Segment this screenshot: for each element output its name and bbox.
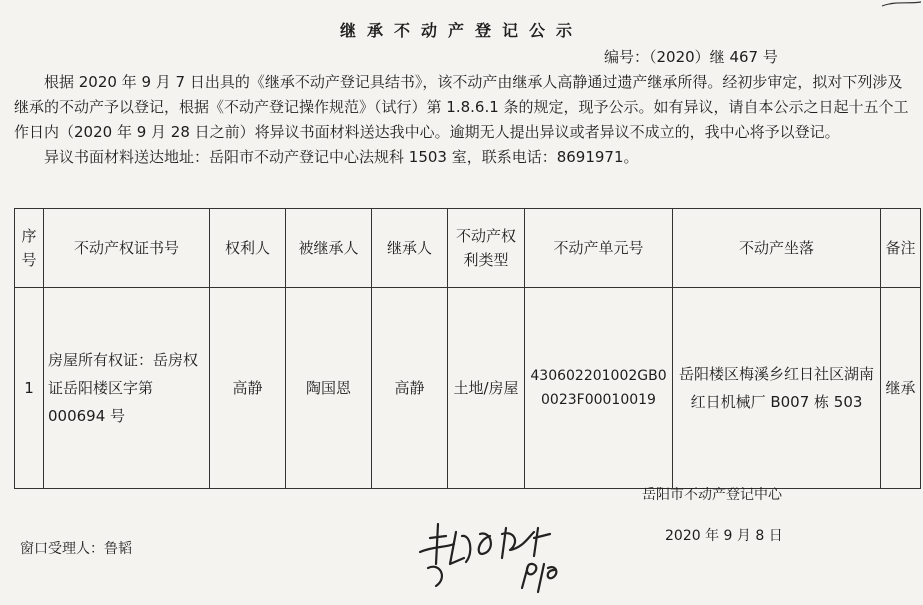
header-heir: 继承人: [372, 209, 448, 288]
corner-scan-mark: [880, 0, 923, 8]
window-handler: 窗口受理人：鲁韬: [20, 541, 132, 557]
notice-paragraph-main: 根据 2020 年 9 月 7 日出具的《继承不动产登记具结书》，该不动产由继承人高静通过遗产继承所得。经初步审定，拟对下列涉及继承的不动产予以登记，根据《不动产登记操作规范》（试行）第 1.8.6.1 条的规定，现予公示。如有异议，请自本公示之日起十五个工作日内（2020 年 9 月 28 日之前）将异议书面材料送达我中心。逾期无人提出异议或者异议不成立的，我中心将予以登记。: [14, 73, 909, 141]
inheritance-table: [14, 208, 921, 489]
table-header-row: [15, 209, 921, 288]
cell-seq: 1: [15, 288, 44, 489]
handwritten-signature: [410, 512, 580, 597]
header-remark: 备注: [881, 209, 921, 288]
cell-holder: 高静: [210, 288, 286, 489]
issue-date: 2020 年 9 月 8 日: [665, 528, 783, 544]
header-right-type: 不动产权利类型: [448, 209, 525, 288]
header-unit-no: 不动产单元号: [525, 209, 673, 288]
cell-cert-no: 房屋所有权证：岳房权证岳阳楼区字第 000694 号: [44, 288, 210, 489]
issuing-organization: 岳阳市不动产登记中心: [642, 487, 782, 503]
notice-body: [14, 70, 910, 170]
notice-title: 继承不动产登记公示: [339, 21, 583, 40]
header-seq: 序号: [15, 209, 44, 288]
cell-heir: 高静: [372, 288, 448, 489]
cell-right-type: 土地/房屋: [448, 288, 525, 489]
header-cert-no: 不动产权证书号: [44, 209, 210, 288]
document-number: 编号：（2020）继 467 号: [604, 48, 778, 66]
cell-remark: 继承: [881, 288, 921, 489]
header-decedent: 被继承人: [286, 209, 372, 288]
cell-decedent: 陶国恩: [286, 288, 372, 489]
notice-paragraph-address: 异议书面材料送达地址：岳阳市不动产登记中心法规科 1503 室，联系电话：8691971。: [44, 148, 639, 166]
cell-location: 岳阳楼区梅溪乡红日社区湖南红日机械厂 B007 栋 503: [673, 288, 881, 489]
header-holder: 权利人: [210, 209, 286, 288]
header-location: 不动产坐落: [673, 209, 881, 288]
table-row: [15, 288, 921, 489]
cell-unit-no: 430602201002GB00023F00010019: [525, 288, 673, 489]
